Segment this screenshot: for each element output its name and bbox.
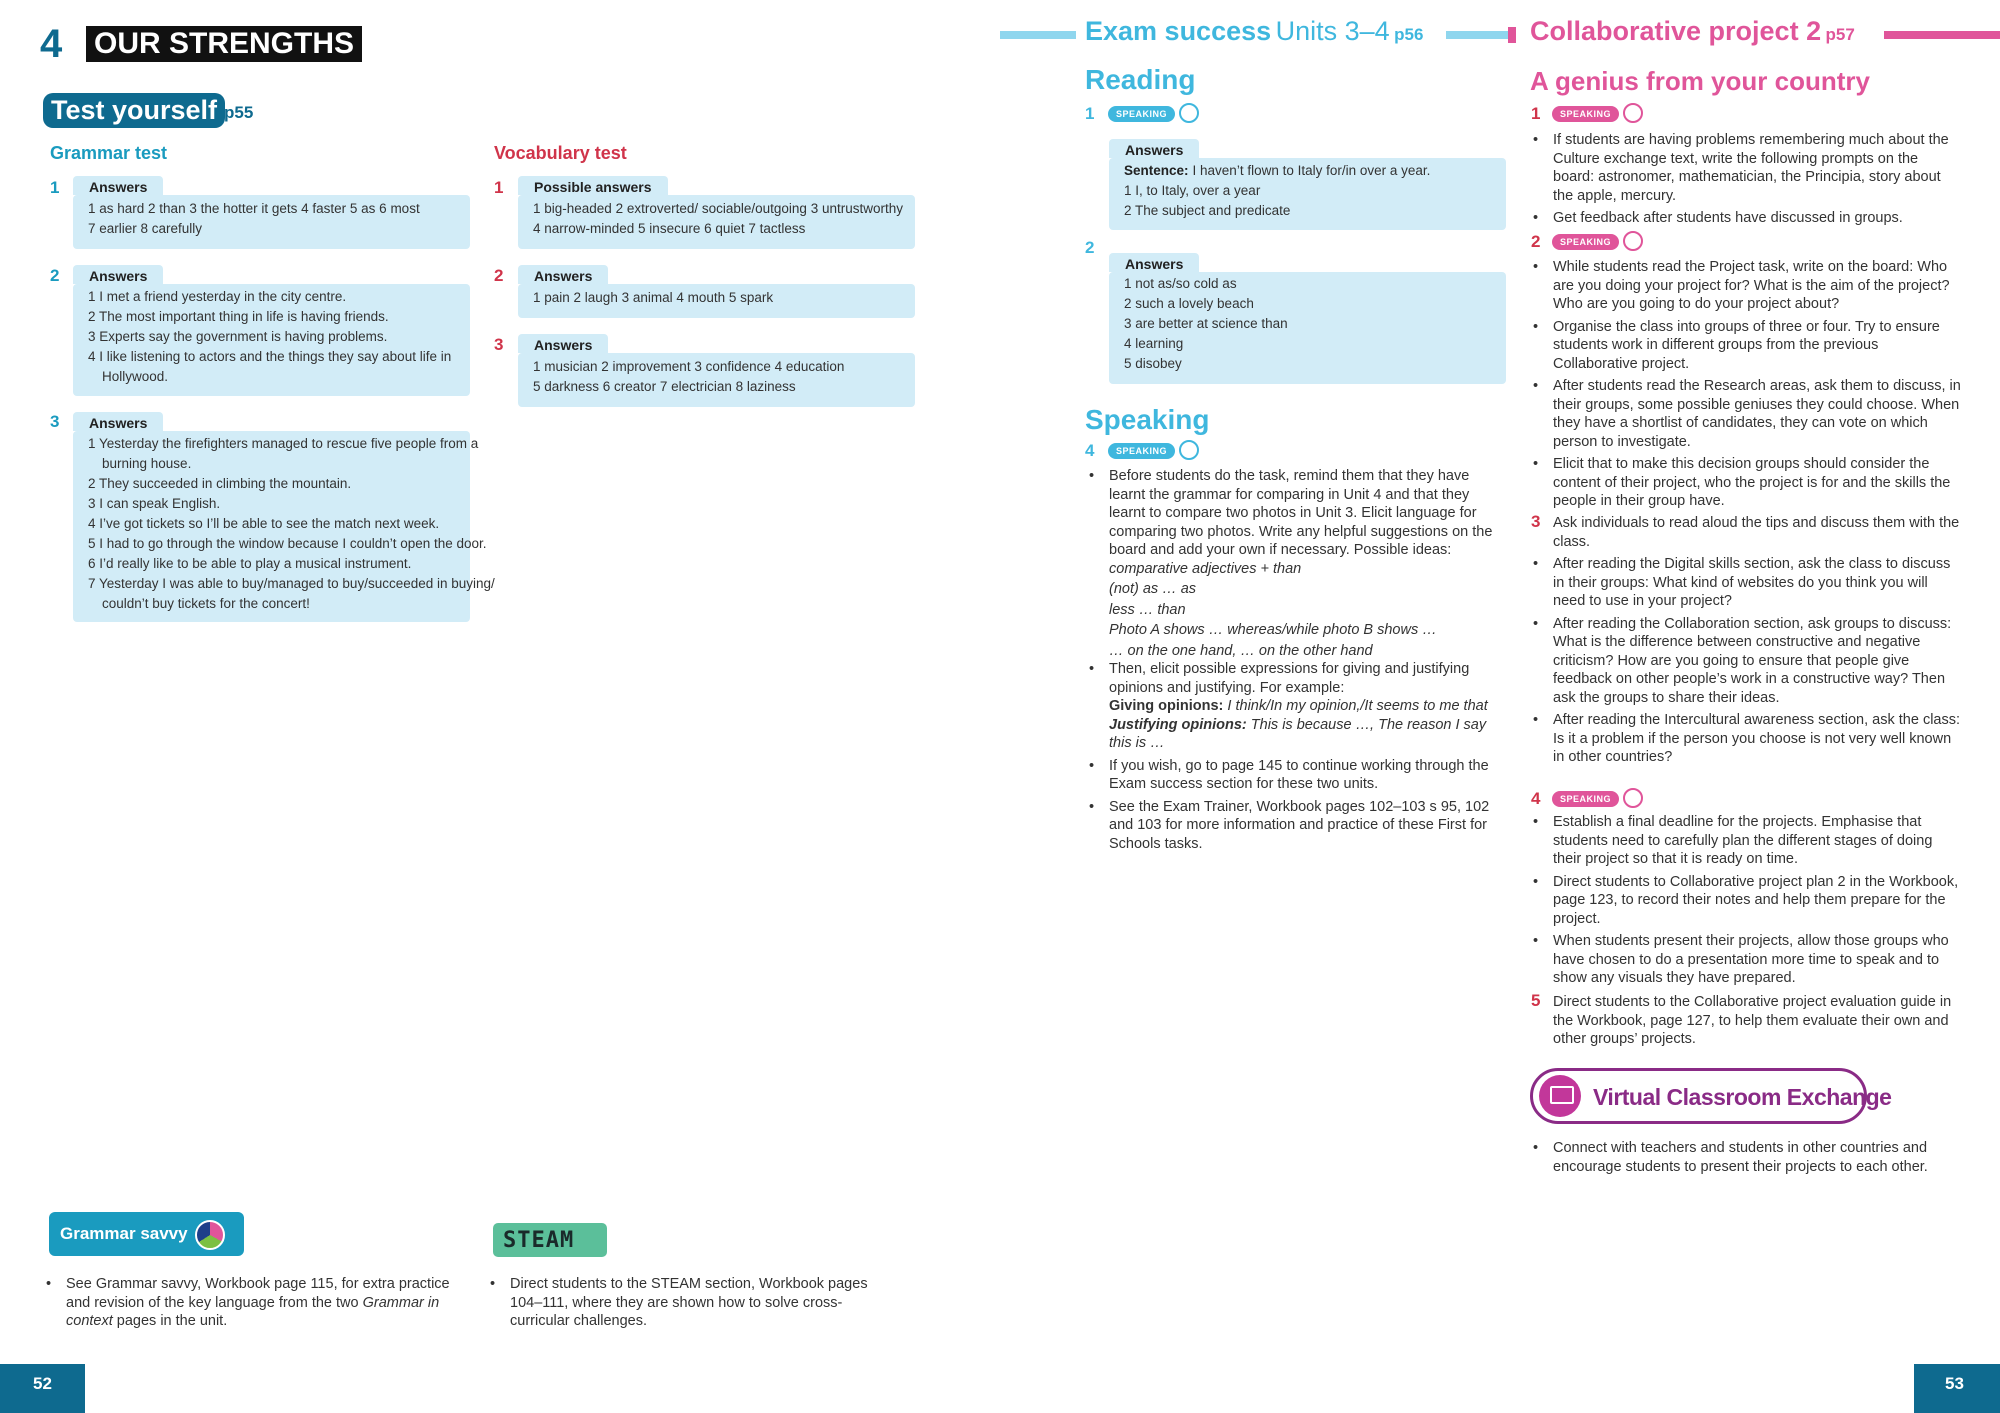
header-rule-left	[1000, 31, 1076, 39]
collab-page: p57	[1825, 25, 1855, 44]
grammar-savvy-list	[44, 1275, 454, 1335]
step-1-list	[1531, 131, 1961, 232]
list-item: • Direct students to the STEAM section, Workbook pages 104–111, where they are shown how to solve cross-curricular challenges.	[488, 1275, 888, 1331]
unit-title: OUR STRENGTHS	[86, 26, 362, 62]
list-item: • If students are having problems remembering much about the Culture exchange text, write the following prompts on the board: astronomer, mathematician, the Principia, story about the apple, mercury.	[1531, 131, 1961, 205]
answers-label: Answers	[73, 265, 163, 284]
vocab-q3-number: 3	[494, 335, 504, 354]
test-yourself-heading	[43, 93, 225, 128]
list-item: • After students read the Research areas, ask them to discuss, in their groups, some possible geniuses they could choose. When they have a shortlist of candidates, they can vote on which person to investigate.	[1531, 377, 1961, 451]
vce-badge	[1530, 1068, 1892, 1124]
answer-line: burning house.	[102, 456, 192, 471]
list-item: • If you wish, go to page 145 to continue working through the Exam success section for these two units.	[1087, 757, 1507, 794]
vocab-q2-number: 2	[494, 266, 504, 285]
test-yourself-page: p55	[224, 103, 254, 122]
vocab-q1-box	[518, 195, 915, 249]
step-5-text: Direct students to the Collaborative project evaluation guide in the Workbook, page 127, to help them evaluate their own and other groups’ projects.	[1553, 994, 1952, 1047]
answer-line: 3 I can speak English.	[88, 496, 221, 511]
reading-q1-box	[1109, 158, 1506, 230]
list-item: • When students present their projects, allow those groups who have chosen to do a presentation more time to speak and to show any visuals they have prepared.	[1531, 932, 1961, 988]
step-2-list	[1531, 258, 1961, 515]
speaking-pill: SPEAKING	[1108, 443, 1175, 459]
speaking-q4-number: 4	[1085, 441, 1095, 460]
grammar-q2-box	[73, 284, 470, 396]
speaking-tag	[1108, 440, 1199, 460]
step-3-text: Ask individuals to read aloud the tips and discuss them with the class.	[1553, 515, 1960, 550]
steam-label: STEAM	[503, 1228, 575, 1253]
people-icon	[1179, 440, 1199, 460]
list-item: • Elicit that to make this decision groups should consider the content of their project, who the project is for and the skills the people in their group have.	[1531, 455, 1961, 511]
list-item: • See the Exam Trainer, Workbook pages 102–103 s 95, 102 and 103 for more information and practice of these First for Schools tasks.	[1087, 798, 1507, 854]
exam-success-page: p56	[1394, 25, 1424, 44]
list-item: • Direct students to Collaborative project plan 2 in the Workbook, page 123, to record their notes and help them prepare for the project.	[1531, 873, 1961, 929]
answer-line: 4 I like listening to actors and the things they say about life in	[88, 349, 452, 364]
vocab-q1-number: 1	[494, 178, 504, 197]
grammar-q3-box	[73, 431, 495, 622]
answers-label: Answers	[73, 412, 163, 431]
steam-badge	[493, 1223, 607, 1257]
list-item: • After reading the Intercultural awareness section, ask the class: Is it a problem if the person you choose is not very well known in other countries?	[1531, 711, 1961, 767]
grammar-savvy-label: Grammar savvy	[60, 1224, 188, 1243]
speaking-pill: SPEAKING	[1552, 791, 1619, 807]
answer-line: 4 learning	[1124, 336, 1184, 351]
speaking-tag	[1552, 231, 1643, 251]
answer-line: 7 Yesterday I was able to buy/managed to buy/succeeded in buying/	[88, 576, 495, 591]
grammar-test-title: Grammar test	[50, 143, 168, 163]
answer-line: 5 darkness 6 creator 7 electrician 8 laziness	[533, 379, 796, 394]
possible-answers-label: Possible answers	[518, 176, 668, 195]
answer-line: 1 musician 2 improvement 3 confidence 4 education	[533, 359, 845, 374]
answers-label: Answers	[518, 334, 608, 353]
speaking-pill: SPEAKING	[1552, 106, 1619, 122]
idea: comparative adjectives + than	[1109, 560, 1302, 577]
grammar-q2-number: 2	[50, 266, 60, 285]
idea: … on the one hand, … on the other hand	[1109, 642, 1373, 659]
step-1-number: 1	[1531, 104, 1541, 123]
answer-line: 1 pain 2 laugh 3 animal 4 mouth 5 spark	[533, 290, 774, 305]
reading-q2-number: 2	[1085, 238, 1095, 257]
answer-line: couldn’t buy tickets for the concert!	[102, 596, 310, 611]
vce-label: Virtual Classroom Exchange	[1593, 1084, 1892, 1110]
answer-line: 1 not as/so cold as	[1124, 276, 1237, 291]
answers-label: Answers	[1109, 139, 1199, 158]
page-number-text: 53	[1945, 1374, 1964, 1393]
reading-heading: Reading	[1085, 64, 1196, 95]
answer-line: 6 I’d really like to be able to play a musical instrument.	[88, 556, 412, 571]
speaking-tag	[1552, 788, 1643, 808]
speaking-tag	[1108, 103, 1199, 123]
collab-title: Collaborative project 2	[1530, 16, 1822, 46]
idea: Photo A shows … whereas/while photo B shows …	[1109, 622, 1437, 638]
exam-success-header	[1085, 16, 1423, 47]
answer-line: 4 I’ve got tickets so I’ll be able to see the match next week.	[88, 516, 440, 531]
answer-line: 1 big-headed 2 extroverted/ sociable/outgoing 3 untrustworthy	[533, 201, 903, 216]
grammar-q1-box	[73, 195, 470, 249]
answer-line: 5 I had to go through the window because I couldn’t open the door.	[88, 536, 487, 551]
page-number-left	[0, 1364, 85, 1413]
answer-line: 3 are better at science than	[1124, 316, 1288, 331]
grammar-q3-number: 3	[50, 412, 60, 431]
speaking-pill: SPEAKING	[1552, 234, 1619, 250]
reading-q1-number: 1	[1085, 104, 1095, 123]
list-item: • After reading the Digital skills section, ask the class to discuss in their groups: What kind of websites do you think you will need to use in your project?	[1531, 555, 1961, 611]
reading-q2-box	[1109, 272, 1506, 384]
unit-number: 4	[40, 22, 63, 66]
answer-line: 4 narrow-minded 5 insecure 6 quiet 7 tactless	[533, 221, 806, 236]
exam-success-title: Exam success	[1085, 16, 1272, 46]
idea: less … than	[1109, 601, 1186, 618]
vce-list	[1531, 1139, 1961, 1180]
people-icon	[1623, 788, 1643, 808]
answers-label: Answers	[1109, 253, 1199, 272]
list-item: • Before students do the task, remind them that they have learnt the grammar for comparing in Unit 4 and that they learnt to compare two photos in Unit 3. Elicit language for comparing two photos. Write any helpful suggestions on the board and add your own if necessary. Possible ideas: comparative adjectives + than (not) as … as less … than Photo A shows … whereas/while photo B shows … … on the one hand, … on the other hand	[1087, 467, 1507, 660]
list-item: • After reading the Collaboration section, ask groups to discuss: What is the difference between constructive and negative criticism? How are you going to ensure that people give feedback on other people’s work in a constructive way? Then ask the groups to share their ideas.	[1531, 615, 1961, 708]
list-item: • Connect with teachers and students in other countries and encourage students to present their projects to each other.	[1531, 1139, 1961, 1176]
page-number-right	[1914, 1364, 2000, 1413]
people-icon	[1623, 231, 1643, 251]
vocab-q3-box	[518, 353, 915, 407]
justifying-opinions: Justifying opinions: This is because …, The reason I say this is …	[1109, 716, 1487, 751]
answer-line: 1 I met a friend yesterday in the city centre.	[88, 289, 347, 304]
step-4-number: 4	[1531, 789, 1541, 808]
idea: (not) as … as	[1109, 581, 1197, 597]
answer-line: Sentence: I haven’t flown to Italy for/in over a year.	[1124, 163, 1431, 178]
answer-line: 7 earlier 8 carefully	[88, 221, 203, 236]
header-rule-divider	[1508, 27, 1516, 43]
speaking-heading: Speaking	[1085, 404, 1210, 435]
answer-line: 1 I, to Italy, over a year	[1124, 183, 1261, 198]
step-2-number: 2	[1531, 232, 1541, 251]
collab-header	[1530, 16, 1855, 47]
vocabulary-test-title: Vocabulary test	[494, 143, 627, 163]
answer-line: 2 such a lovely beach	[1124, 296, 1254, 311]
list-item: • Organise the class into groups of three or four. Try to ensure students work in different groups from the previous Collaborative project.	[1531, 318, 1961, 374]
step-4-list	[1531, 813, 1961, 992]
giving-opinions: Giving opinions: I think/In my opinion,/It seems to me that	[1109, 698, 1488, 714]
speaking-list	[1087, 467, 1507, 857]
list-item: • See Grammar savvy, Workbook page 115, for extra practice and revision of the key language from the two Grammar in context pages in the unit.	[44, 1275, 454, 1331]
steam-list	[488, 1275, 888, 1335]
answer-line: 5 disobey	[1124, 356, 1182, 371]
computer-screen-icon	[1550, 1086, 1574, 1104]
test-yourself-title: Test yourself	[51, 95, 218, 125]
people-icon	[1623, 103, 1643, 123]
answer-line: Hollywood.	[102, 369, 169, 384]
grammar-q1-number: 1	[50, 178, 60, 197]
answer-line: 1 as hard 2 than 3 the hotter it gets 4 faster 5 as 6 most	[88, 201, 420, 216]
step-3-list	[1531, 555, 1961, 771]
speaking-tag	[1552, 103, 1643, 123]
grammar-savvy-icon	[195, 1220, 225, 1250]
speaking-pill: SPEAKING	[1108, 106, 1175, 122]
answer-line: 1 Yesterday the firefighters managed to rescue five people from a	[88, 436, 479, 451]
page-number-text: 52	[33, 1374, 52, 1393]
answers-label: Answers	[73, 176, 163, 195]
answer-line: 2 The subject and predicate	[1124, 203, 1291, 218]
collab-section-title: A genius from your country	[1530, 66, 1870, 96]
list-item: • While students read the Project task, write on the board: Who are you doing your project for? What is the aim of the project? Who are you going to do your project about?	[1531, 258, 1961, 314]
list-item: • Get feedback after students have discussed in groups.	[1531, 209, 1961, 228]
list-item: • Then, elicit possible expressions for giving and justifying opinions and justifying. For example: Giving opinions: I think/In my opinion,/It seems to me that Justifying opinions: This is because …, The reason I say this is …	[1087, 660, 1507, 753]
people-icon	[1179, 103, 1199, 123]
step-5-number: 5	[1531, 991, 1541, 1010]
vocab-q2-box	[518, 284, 915, 318]
list-item: • Establish a final deadline for the projects. Emphasise that students need to carefully plan the different stages of doing their project so that it is ready on time.	[1531, 813, 1961, 869]
answer-line: 3 Experts say the government is having problems.	[88, 329, 388, 344]
header-rule-right	[1884, 31, 2000, 39]
step-3-number: 3	[1531, 512, 1541, 531]
answer-line: 2 The most important thing in life is having friends.	[88, 309, 389, 324]
answer-line: 2 They succeeded in climbing the mountain.	[88, 476, 352, 491]
exam-success-units: Units 3–4	[1275, 16, 1390, 46]
grammar-savvy-badge	[49, 1212, 244, 1256]
answers-label: Answers	[518, 265, 608, 284]
header-rule-mid	[1446, 31, 1508, 39]
